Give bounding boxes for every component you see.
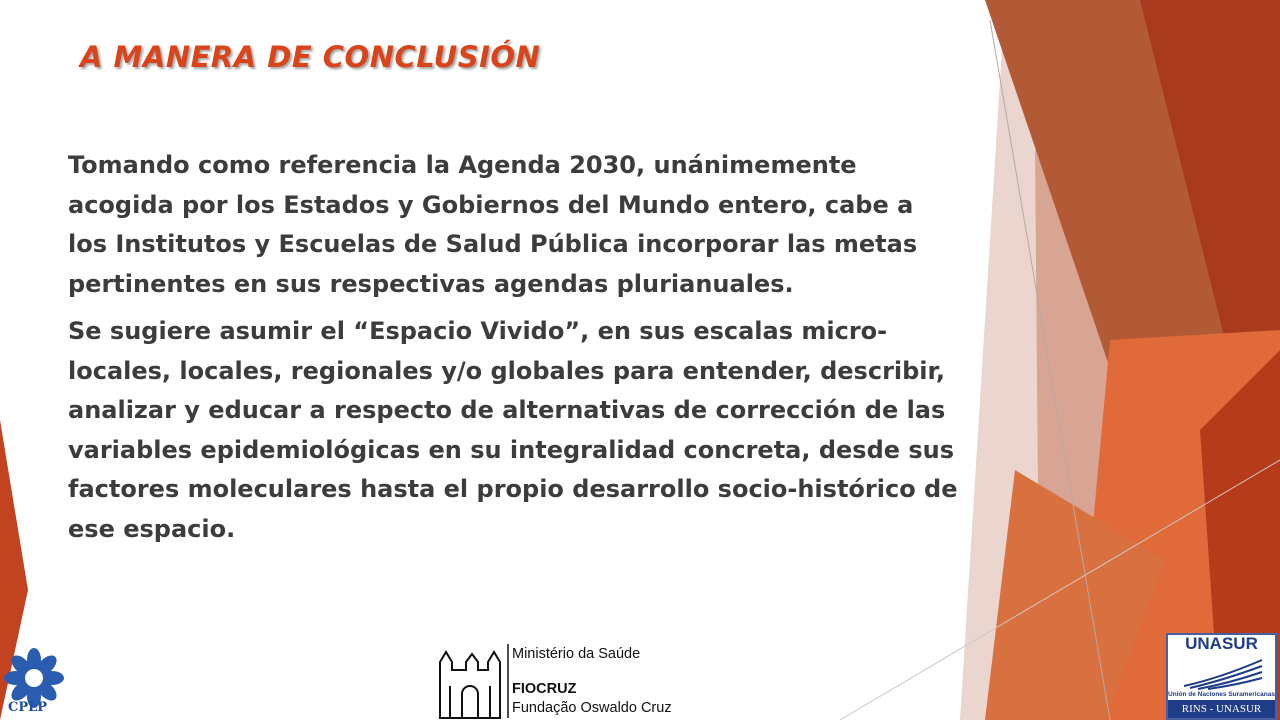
slide-title: A MANERA DE CONCLUSIÓN xyxy=(80,40,541,74)
fiocruz-full-name: Fundação Oswaldo Cruz xyxy=(512,700,672,716)
paragraph-espacio-vivido: Se sugiere asumir el “Espacio Vivido”, en sus escalas micro-locales, locales, regionales y/o globales para entender, describir, analizar y educar a respecto de alternativas de corrección de las variables epidemiológicas en su integralidad concreta, desde sus factores moleculares hasta el propio desarrollo socio-histórico de ese espacio. xyxy=(68,317,958,543)
unasur-swirl-logo-icon xyxy=(1180,656,1266,690)
unasur-band: RINS - UNASUR xyxy=(1168,700,1275,718)
paragraph-agenda-2030: Tomando como referencia la Agenda 2030, unánimemente acogida por los Estados y Gobiernos del Mundo entero, cabe a los Institutos y Escuelas de Salud Pública incorporar las metas pertinentes en sus respectivas agendas plurianuales. xyxy=(68,151,918,298)
fiocruz-name: FIOCRUZ xyxy=(512,681,577,697)
unasur-subtitle: Unión de Naciones Suramericanas xyxy=(1168,691,1275,698)
unasur-title: UNASUR xyxy=(1185,634,1258,653)
slide-body xyxy=(68,146,958,557)
fiocruz-ministry: Ministério da Saúde xyxy=(512,646,641,662)
cplp-label: CPLP xyxy=(8,700,48,715)
